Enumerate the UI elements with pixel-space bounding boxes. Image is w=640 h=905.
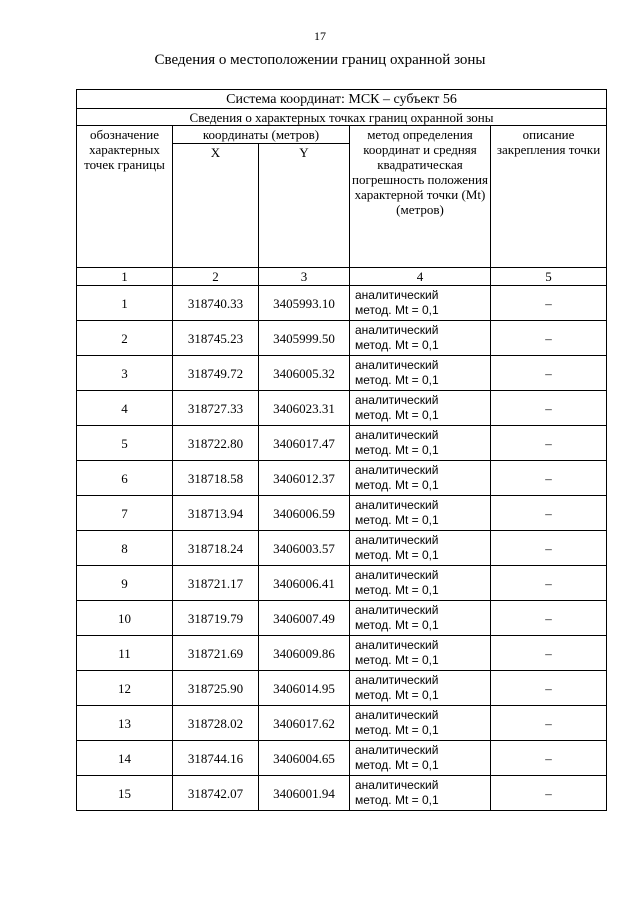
- column-index-cell: 3: [259, 268, 350, 286]
- method-line: аналитический: [355, 463, 439, 477]
- method-line: аналитический: [355, 638, 439, 652]
- method-line: метод. Mt = 0,1: [355, 513, 439, 527]
- method-line: метод. Mt = 0,1: [355, 653, 439, 667]
- header-method: метод определения координат и средняя квадратическая погрешность положения характерной точки (Mt) (метров): [350, 126, 491, 268]
- table-row: [77, 356, 607, 391]
- method-line: метод. Mt = 0,1: [355, 583, 439, 597]
- point-number-cell: 12: [77, 671, 173, 706]
- method-cell: [350, 496, 491, 531]
- method-cell: [350, 636, 491, 671]
- method-line: аналитический: [355, 393, 439, 407]
- header-description: описание закрепления точки: [491, 126, 607, 268]
- method-line: метод. Mt = 0,1: [355, 408, 439, 422]
- point-number-cell: 5: [77, 426, 173, 461]
- table-row: [77, 461, 607, 496]
- y-coordinate-cell: 3406006.41: [259, 566, 350, 601]
- description-cell: –: [491, 286, 607, 321]
- header-coordinates: координаты (метров): [173, 126, 350, 144]
- point-number-cell: 10: [77, 601, 173, 636]
- point-number-cell: 15: [77, 776, 173, 811]
- method-cell: [350, 706, 491, 741]
- x-coordinate-cell: 318727.33: [173, 391, 259, 426]
- point-number-cell: 13: [77, 706, 173, 741]
- method-line: аналитический: [355, 743, 439, 757]
- method-cell: [350, 461, 491, 496]
- method-line: аналитический: [355, 708, 439, 722]
- column-index-cell: 4: [350, 268, 491, 286]
- header-designation: обозначение характерных точек границы: [77, 126, 173, 268]
- method-line: аналитический: [355, 603, 439, 617]
- x-coordinate-cell: 318740.33: [173, 286, 259, 321]
- table-row: [77, 566, 607, 601]
- method-cell: [350, 426, 491, 461]
- x-coordinate-cell: 318744.16: [173, 741, 259, 776]
- description-cell: –: [491, 531, 607, 566]
- header-x: X: [173, 144, 259, 268]
- table-row: [77, 426, 607, 461]
- description-cell: –: [491, 356, 607, 391]
- method-line: метод. Mt = 0,1: [355, 688, 439, 702]
- y-coordinate-cell: 3406007.49: [259, 601, 350, 636]
- y-coordinate-cell: 3406005.32: [259, 356, 350, 391]
- method-line: аналитический: [355, 288, 439, 302]
- method-line: метод. Mt = 0,1: [355, 443, 439, 457]
- table-row: [77, 706, 607, 741]
- x-coordinate-cell: 318728.02: [173, 706, 259, 741]
- method-cell: [350, 741, 491, 776]
- table-row: [77, 671, 607, 706]
- point-number-cell: 4: [77, 391, 173, 426]
- method-line: метод. Mt = 0,1: [355, 793, 439, 807]
- x-coordinate-cell: 318718.24: [173, 531, 259, 566]
- coordinate-system-cell: Система координат: МСК – субъект 56: [77, 90, 607, 109]
- method-line: аналитический: [355, 778, 439, 792]
- method-cell: [350, 531, 491, 566]
- y-coordinate-cell: 3406006.59: [259, 496, 350, 531]
- x-coordinate-cell: 318713.94: [173, 496, 259, 531]
- method-line: метод. Mt = 0,1: [355, 618, 439, 632]
- description-cell: –: [491, 741, 607, 776]
- y-coordinate-cell: 3406001.94: [259, 776, 350, 811]
- method-line: метод. Mt = 0,1: [355, 548, 439, 562]
- x-coordinate-cell: 318742.07: [173, 776, 259, 811]
- table-row: [77, 496, 607, 531]
- document-title: Сведения о местоположении границ охранной зоны: [154, 52, 486, 68]
- y-coordinate-cell: 3406003.57: [259, 531, 350, 566]
- x-coordinate-cell: 318719.79: [173, 601, 259, 636]
- method-cell: [350, 566, 491, 601]
- y-coordinate-cell: 3406012.37: [259, 461, 350, 496]
- method-line: аналитический: [355, 428, 439, 442]
- method-line: аналитический: [355, 358, 439, 372]
- x-coordinate-cell: 318745.23: [173, 321, 259, 356]
- point-number-cell: 1: [77, 286, 173, 321]
- method-cell: [350, 321, 491, 356]
- table-row: [77, 531, 607, 566]
- header-row-1: [77, 126, 607, 144]
- point-number-cell: 7: [77, 496, 173, 531]
- point-number-cell: 11: [77, 636, 173, 671]
- x-coordinate-cell: 318722.80: [173, 426, 259, 461]
- y-coordinate-cell: 3405999.50: [259, 321, 350, 356]
- description-cell: –: [491, 496, 607, 531]
- table-row: [77, 776, 607, 811]
- boundary-points-table: [76, 89, 607, 811]
- y-coordinate-cell: 3406014.95: [259, 671, 350, 706]
- description-cell: –: [491, 636, 607, 671]
- point-number-cell: 14: [77, 741, 173, 776]
- x-coordinate-cell: 318721.69: [173, 636, 259, 671]
- description-cell: –: [491, 706, 607, 741]
- method-line: аналитический: [355, 568, 439, 582]
- table-row: [77, 321, 607, 356]
- points-info-row: [77, 109, 607, 126]
- column-index-cell: 5: [491, 268, 607, 286]
- description-cell: –: [491, 601, 607, 636]
- method-cell: [350, 776, 491, 811]
- y-coordinate-cell: 3405993.10: [259, 286, 350, 321]
- method-line: аналитический: [355, 673, 439, 687]
- point-number-cell: 6: [77, 461, 173, 496]
- method-line: аналитический: [355, 533, 439, 547]
- y-coordinate-cell: 3406017.47: [259, 426, 350, 461]
- method-line: метод. Mt = 0,1: [355, 478, 439, 492]
- x-coordinate-cell: 318749.72: [173, 356, 259, 391]
- method-line: метод. Mt = 0,1: [355, 373, 439, 387]
- y-coordinate-cell: 3406004.65: [259, 741, 350, 776]
- point-number-cell: 9: [77, 566, 173, 601]
- method-cell: [350, 601, 491, 636]
- description-cell: –: [491, 426, 607, 461]
- method-cell: [350, 286, 491, 321]
- column-index-row: [77, 268, 607, 286]
- method-line: аналитический: [355, 323, 439, 337]
- description-cell: –: [491, 321, 607, 356]
- table-row: [77, 636, 607, 671]
- point-number-cell: 3: [77, 356, 173, 391]
- coordinate-system-row: [77, 90, 607, 109]
- y-coordinate-cell: 3406009.86: [259, 636, 350, 671]
- y-coordinate-cell: 3406023.31: [259, 391, 350, 426]
- table-row: [77, 286, 607, 321]
- point-number-cell: 8: [77, 531, 173, 566]
- points-info-cell: Сведения о характерных точках границ охранной зоны: [77, 109, 607, 126]
- description-cell: –: [491, 566, 607, 601]
- x-coordinate-cell: 318721.17: [173, 566, 259, 601]
- y-coordinate-cell: 3406017.62: [259, 706, 350, 741]
- method-line: аналитический: [355, 498, 439, 512]
- description-cell: –: [491, 461, 607, 496]
- method-cell: [350, 391, 491, 426]
- description-cell: –: [491, 671, 607, 706]
- method-line: метод. Mt = 0,1: [355, 723, 439, 737]
- method-cell: [350, 671, 491, 706]
- table-row: [77, 391, 607, 426]
- header-y: Y: [259, 144, 350, 268]
- method-cell: [350, 356, 491, 391]
- table-row: [77, 741, 607, 776]
- x-coordinate-cell: 318725.90: [173, 671, 259, 706]
- description-cell: –: [491, 776, 607, 811]
- column-index-cell: 2: [173, 268, 259, 286]
- description-cell: –: [491, 391, 607, 426]
- method-line: метод. Mt = 0,1: [355, 758, 439, 772]
- point-number-cell: 2: [77, 321, 173, 356]
- page-number: 17: [314, 29, 326, 43]
- method-line: метод. Mt = 0,1: [355, 338, 439, 352]
- x-coordinate-cell: 318718.58: [173, 461, 259, 496]
- column-index-cell: 1: [77, 268, 173, 286]
- method-line: метод. Mt = 0,1: [355, 303, 439, 317]
- table-row: [77, 601, 607, 636]
